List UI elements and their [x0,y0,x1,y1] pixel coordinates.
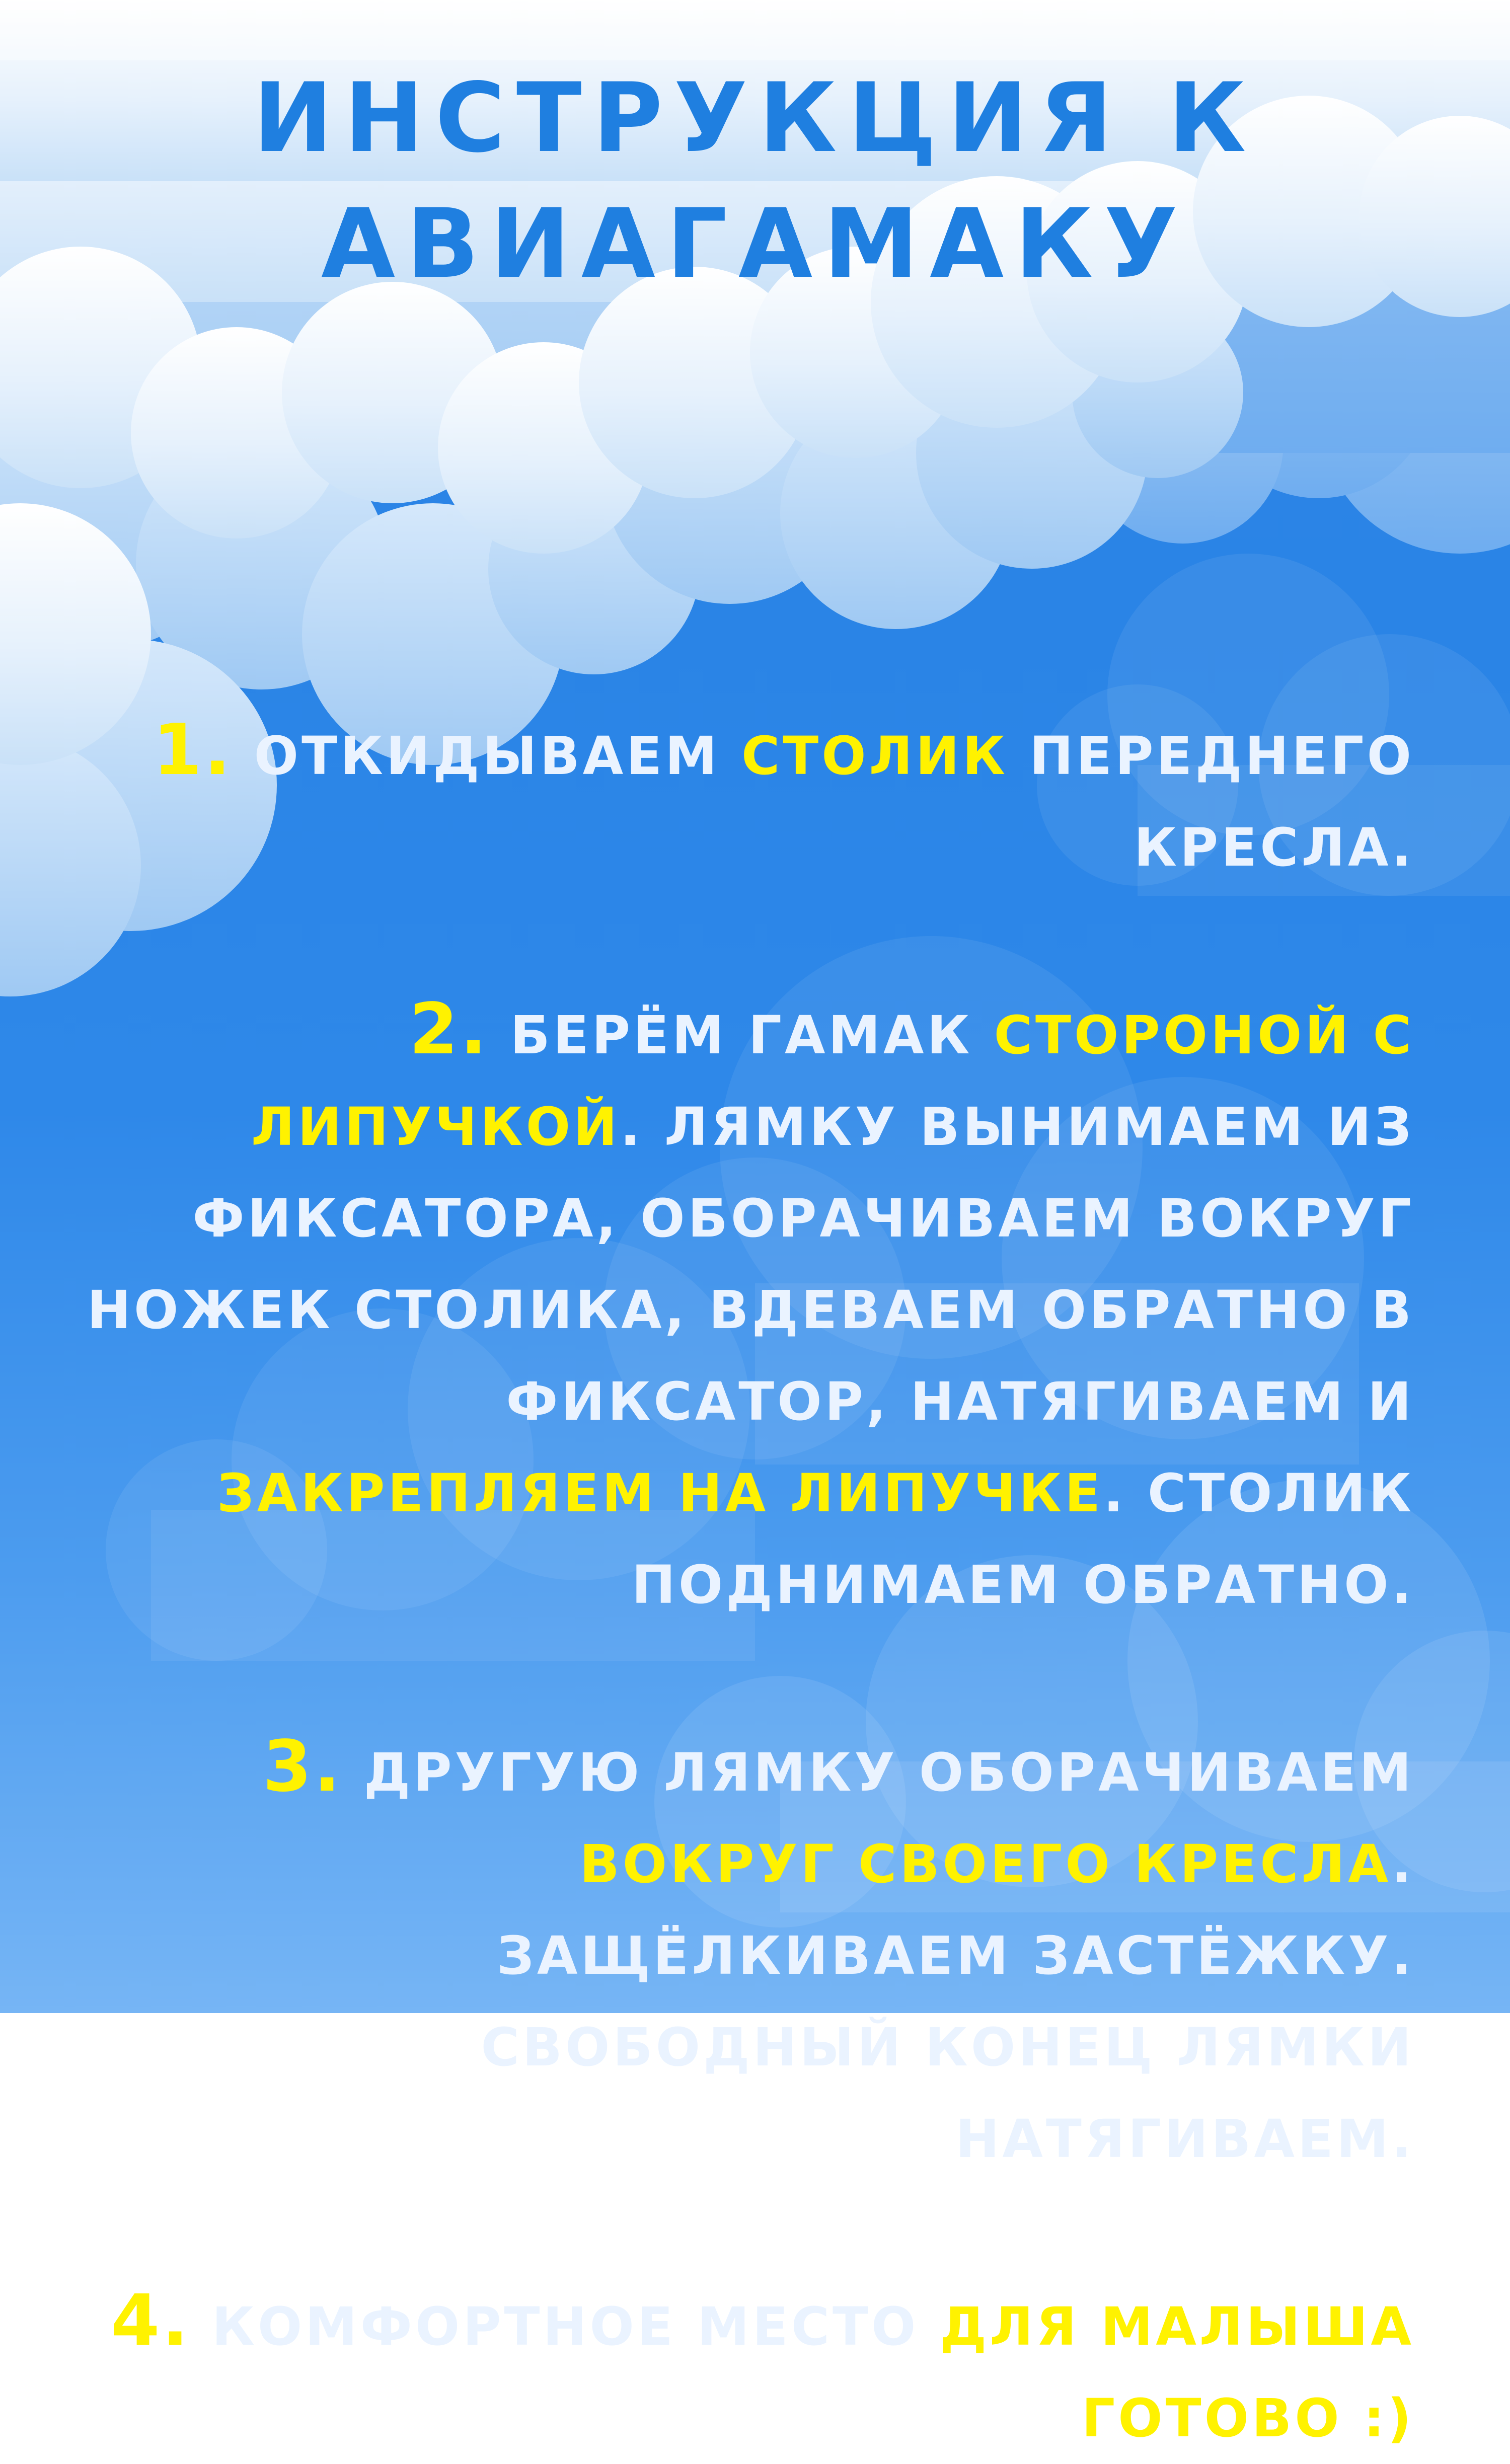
instruction-steps [55,705,1414,2464]
title-line-2: АВИАГАМАКУ [321,188,1189,299]
step-text: ДРУГУЮ ЛЯМКУ ОБОРАЧИВАЕМ [363,1742,1414,1803]
step-highlight: ВОКРУГ СВОЕГО КРЕСЛА [579,1833,1392,1895]
step-text: . СТОЛИК ПОДНИМАЕМ ОБРАТНО. [631,1462,1414,1615]
page-title [0,55,1510,307]
step-highlight: СТОЛИК [741,725,1009,787]
step-highlight: ДЛЯ МАЛЫША ГОТОВО :) [940,2296,1414,2449]
step-2 [55,984,1414,1631]
step-text: ПЕРЕДНЕГО КРЕСЛА. [1008,725,1414,878]
step-number: 2. [409,988,489,1070]
step-text: . ЛЯМКУ ВЫНИМАЕМ ИЗ ФИКСАТОРА, ОБОРАЧИВАЕМ ВОКРУГ НОЖЕК СТОЛИКА, ВДЕВАЕМ ОБРАТНО В ФИКСАТОР, НАТЯГИВАЕМ И [87,1096,1414,1432]
step-3 [55,1721,1414,2185]
step-text: . ЗАЩЁЛКИВАЕМ ЗАСТЁЖКУ. СВОБОДНЫЙ КОНЕЦ ЛЯМКИ НАТЯГИВАЕМ. [481,1833,1414,2170]
step-text: БЕРЁМ ГАМАК [510,1005,994,1066]
step-text: ОТКИДЫВАЕМ [254,725,741,787]
step-number: 1. [153,709,233,791]
step-4 [55,2275,1414,2464]
step-text: КОМФОРТНОЕ МЕСТО [211,2296,940,2357]
step-number: 4. [111,2280,191,2362]
title-backdrop [0,0,1510,60]
title-line-1: ИНСТРУКЦИЯ К [253,62,1257,174]
step-1 [55,705,1414,893]
step-highlight: ЗАКРЕПЛЯЕМ НА ЛИПУЧКЕ [216,1462,1104,1524]
step-highlight: СТОРОНОЙ С ЛИПУЧКОЙ [251,1005,1414,1158]
step-number: 3. [262,1726,343,1808]
